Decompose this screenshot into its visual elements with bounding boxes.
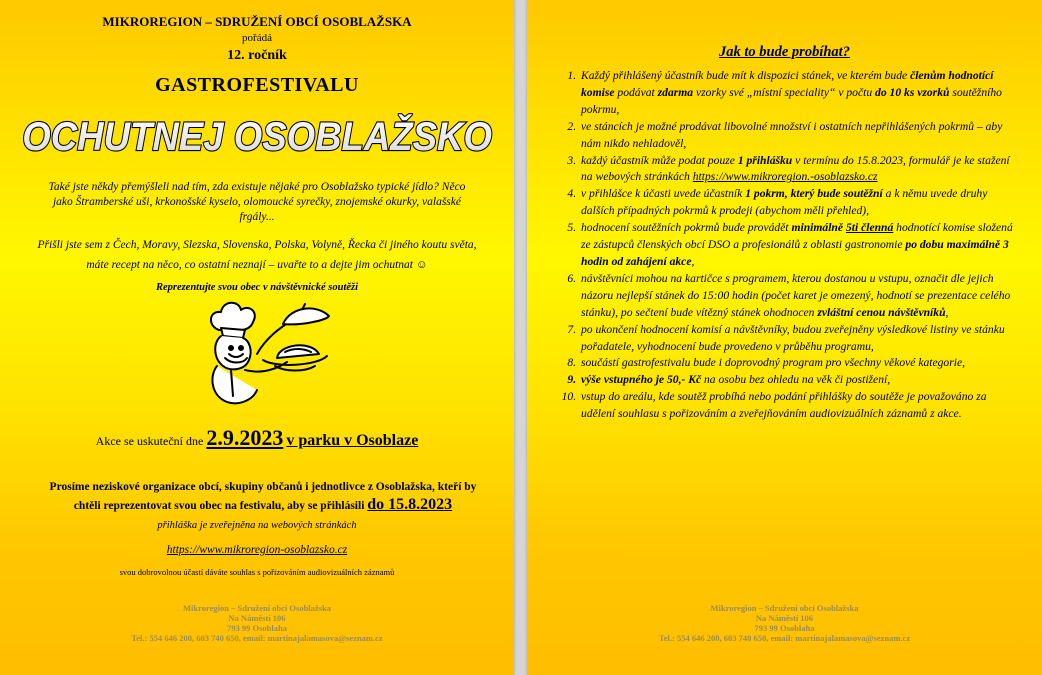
rule-text: 1 přihlášku <box>737 153 793 167</box>
registration-deadline: do 15.8.2023 <box>367 496 453 513</box>
rules-website-link[interactable]: https://www.mikroregion.-osoblazsko.cz <box>692 170 878 184</box>
rule-text: po ukončení hodnocení komisí a návštěvníky, budou zveřejněny výsledkové listiny ve stánku pořadatele, vyhodnocení bude provedeno v průběhu programu, <box>581 322 1005 353</box>
rule-item <box>579 322 1022 356</box>
footer-street: Na Náměstí 106 <box>228 613 286 623</box>
rule-item <box>579 119 1022 153</box>
registration-plea <box>40 478 486 515</box>
rule-text: návštěvníci mohou na kartičce s programem, kterou dostanou u vstupu, označit dle jejich názoru nejlepší stánek do 15:00 hodin (počet karet je omezený, hodnotí se prezentace celého stánku), po sečtení bude vítězný stánek ohodnocen <box>581 271 1011 319</box>
festival-title <box>0 108 514 164</box>
rules-list <box>539 68 1022 423</box>
presents-text: pořádá <box>242 32 272 44</box>
rule-text: , <box>691 254 695 268</box>
rule-item <box>579 389 1022 423</box>
rule-text: Každý přihlášený účastník bude mít k dispozici stánek, ve kterém bude <box>581 69 911 82</box>
rule-text: 1 pokrm, který bude soutěžní <box>745 187 883 201</box>
rules-page <box>527 0 1042 675</box>
rule-item <box>579 153 1022 187</box>
footer-contact: Tel.: 554 646 200, 603 740 650, email: martinajalamasova@seznam.cz <box>658 633 911 643</box>
rule-text: členům hodnotící komise <box>581 69 994 99</box>
origin-paragraph: Přišli jste sem z Čech, Moravy, Slezska, Slovenska, Polska, Volyně, Řecka či jiného koutu světa, máte recept na něco, co ostatní neznají – uvařte to a dejte jim ochutnat ☺ <box>37 239 477 271</box>
footer-address <box>0 603 514 643</box>
organizer-name: MIKROREGION – SDRUŽENÍ OBCÍ OSOBLAŽSKA <box>102 14 412 29</box>
rule-text: v termínu do 15.8.2023, formulář je ke stažení na webových stránkách <box>581 153 1010 184</box>
rule-text: vzorky své „místní speciality“ v počtu <box>693 85 876 99</box>
footer-street: Na Náměstí 106 <box>755 613 814 623</box>
rule-text: vstup do areálu, kde soutěž probíhá nebo podání přihlášky do soutěže je považováno za udělení souhlasu s pořizováním a zveřejňováním audiovizuálních záznamů z akce. <box>581 390 987 421</box>
festival-label: GASTROFESTIVALU <box>155 74 359 96</box>
rule-item <box>579 220 1022 271</box>
event-place: v parku v Osoblaze <box>286 432 419 449</box>
footer-contact: Tel.: 554 646 200, 603 740 650, email: martinajalamasova@seznam.cz <box>131 633 383 643</box>
rule-item <box>579 186 1022 220</box>
rule-text: na osobu bez ohledu na věk či postižení, <box>701 373 891 387</box>
rule-text: hodnocení soutěžních pokrmů bude provádět <box>581 221 792 235</box>
rule-text: zdarma <box>657 85 694 99</box>
event-date: 2.9.2023 <box>206 425 284 450</box>
rule-item <box>579 355 1022 372</box>
intro-paragraph: Také jste někdy přemýšleli nad tím, zda existuje nějaké pro Osoblažsko typické jídlo? Něco jako Štramberské uši, krkonošské kyselo, olomoucké syrečky, znojemské okurky, valašské frgály... <box>48 181 466 223</box>
rule-text: hodnotící komise složená ze zástupců členských obcí DSO a profesionálů z oblasti gastronomie <box>581 221 1013 252</box>
rule-text: podávat <box>614 85 658 99</box>
event-line <box>0 425 514 451</box>
rule-text: minimálně <box>791 221 844 235</box>
rule-text: a k němu uvede druhy dalších případných pokrmů k prodeji (abychom měli přehled), <box>581 187 988 218</box>
rules-heading: Jak to bude probíhat? <box>719 44 850 60</box>
poster-page <box>0 0 514 675</box>
chef-illustration <box>205 296 333 408</box>
rule-text: součástí gastrofestivalu bude i doprovodný program pro všechny věkové kategorie, <box>581 356 966 370</box>
event-prefix: Akce se uskuteční dne <box>95 434 204 448</box>
consent-note: svou dobrovolnou účastí dáváte souhlas s pořizováním audiovizuálních záznamů <box>119 567 395 577</box>
footer-org: Mikroregion – Sdružení obcí Osoblažska <box>710 603 859 613</box>
rule-text: po dobu maximálně 3 hodin od zahájení akce <box>581 238 1009 268</box>
rule-text: soutěžního pokrmu, <box>581 85 1002 116</box>
rule-item <box>579 68 1022 119</box>
rule-text: 5ti členná <box>845 221 894 235</box>
rule-text: každý účastník může podat pouze <box>581 153 738 167</box>
rule-text: v přihlášce k účasti uvede účastník <box>581 187 746 201</box>
footer-address <box>527 603 1042 643</box>
edition-text: 12. ročník <box>227 48 287 63</box>
website-link[interactable]: https://www.mikroregion-osoblazsko.cz <box>166 544 348 556</box>
rule-text: zvláštní cenou návštěvníků <box>817 305 946 319</box>
rule-text: výše vstupného je 50,- Kč <box>581 373 702 387</box>
represent-text: Reprezentujte svou obec v návštěvnické soutěži <box>155 282 359 293</box>
rule-text: , <box>945 305 949 319</box>
rule-text: do 10 ks vzorků <box>875 85 950 99</box>
form-notice: přihláška je zveřejněna na webových stránkách <box>157 520 357 531</box>
rule-text: ve stáncích je možné prodávat libovolné množství i ostatních nepřihlášených pokrmů – aby nám nikdo nehladověl, <box>581 119 1003 150</box>
rule-item <box>579 372 1022 389</box>
festival-title-text: OCHUTNEJ OSOBLAŽSKO <box>22 114 492 160</box>
rule-item <box>579 271 1022 322</box>
footer-city: 793 99 Osoblaha <box>754 623 815 633</box>
footer-city: 793 99 Osoblaha <box>227 623 287 633</box>
plea-text: Prosíme neziskové organizace obcí, skupiny občanů i jednotlivce z Osoblažska, kteří by chtěli reprezentovat svou obec na festivalu, aby se přihlásili <box>49 481 477 512</box>
footer-org: Mikroregion – Sdružení obcí Osoblažska <box>183 603 331 613</box>
